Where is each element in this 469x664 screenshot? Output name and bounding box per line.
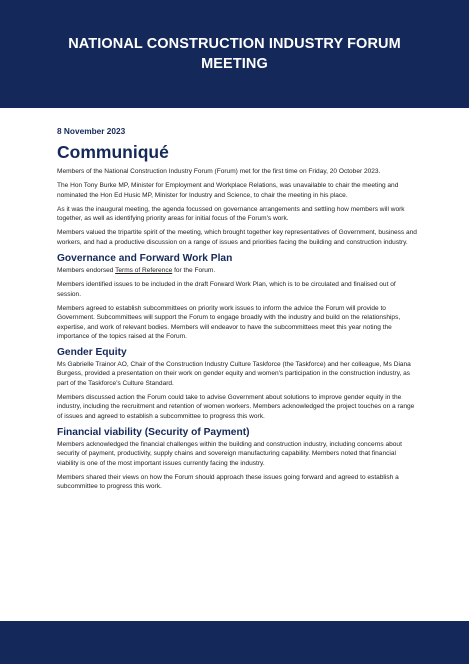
- gender-paragraph-1: Ms Gabrielle Trainor AO, Chair of the Construction Industry Culture Taskforce (the Taskforce) and her colleague, Ms Diana Burgess, provided a presentation on their work on gender equity and women's participation in the construction industry, as part of the Taskforce's Culture Standard.: [57, 361, 411, 387]
- financial-paragraph-2: Members shared their views on how the Forum should approach these issues going forward and agreed to establish a subcommittee to progress this work.: [57, 473, 399, 491]
- intro-paragraph-1: Members of the National Construction Industry Forum (Forum) met for the first time on Friday, 20 October 2023.: [57, 168, 381, 175]
- gender-paragraph-2: Members discussed action the Forum could take to advise Government about solutions to improve gender equity in the industry, including the recruitment and retention of women workers. Members acknowledged the project touches on a range of issues and agreed to establish a subcommittee to progress this work.: [57, 394, 415, 420]
- intro-paragraph-3: As it was the inaugural meeting, the agenda focussed on governance arrangements and settling how members will work together, as well as identifying priority areas for initial focus of the Forum's work.: [57, 205, 405, 223]
- section-heading-financial-viability: Financial viability (Security of Payment): [57, 426, 250, 438]
- governance-endorsed-paragraph: [57, 266, 417, 275]
- header-banner: [0, 0, 469, 108]
- endorsed-prefix: Members endorsed: [57, 267, 116, 275]
- document-title: Communiqué: [57, 142, 169, 162]
- section-heading-gender-equity: Gender Equity: [57, 347, 127, 359]
- terms-of-reference-link[interactable]: Terms of Reference: [115, 267, 173, 275]
- governance-paragraph-2: Members agreed to establish subcommittees on priority work issues to inform the advice the Forum will provide to Government. Subcommittees will support the Forum to engage broadly with the industry and build on the relationships, expertise, and work of relevant bodies. Members will endeavor to have the subcommittees meet this year noting the importance of the topics raised at the Forum.: [57, 304, 401, 340]
- footer-banner: [0, 621, 469, 664]
- endorsed-suffix: for the Forum.: [172, 267, 216, 275]
- section-heading-governance: Governance and Forward Work Plan: [57, 253, 233, 265]
- document-date: 8 November 2023: [57, 126, 126, 136]
- governance-paragraph-1: Members identified issues to be included in the draft Forward Work Plan, which is to be circulated and finalised out of session.: [57, 281, 396, 298]
- document-body: [57, 126, 417, 496]
- intro-paragraph-4: Members valued the tripartite spirit of the meeting, which brought together key representatives of Government, business and workers, and had a productive discussion on a range of issues and priorities facing the building and construction industry.: [57, 229, 417, 246]
- financial-paragraph-1: Members acknowledged the financial challenges within the building and construction industry, including concerns about security of payment, productivity, supply chains and sovereign manufacturing capability. Members noted that financial viability is one of the most important issues currently facing the industry.: [57, 440, 402, 467]
- page-title: NATIONAL CONSTRUCTION INDUSTRY FORUM MEETING: [68, 36, 401, 72]
- intro-paragraph-2: The Hon Tony Burke MP, Minister for Employment and Workplace Relations, was unavailable to chair the meeting and nominated the Hon Ed Husic MP, Minister for Industry and Science, to chair the meeting in his place.: [57, 182, 399, 199]
